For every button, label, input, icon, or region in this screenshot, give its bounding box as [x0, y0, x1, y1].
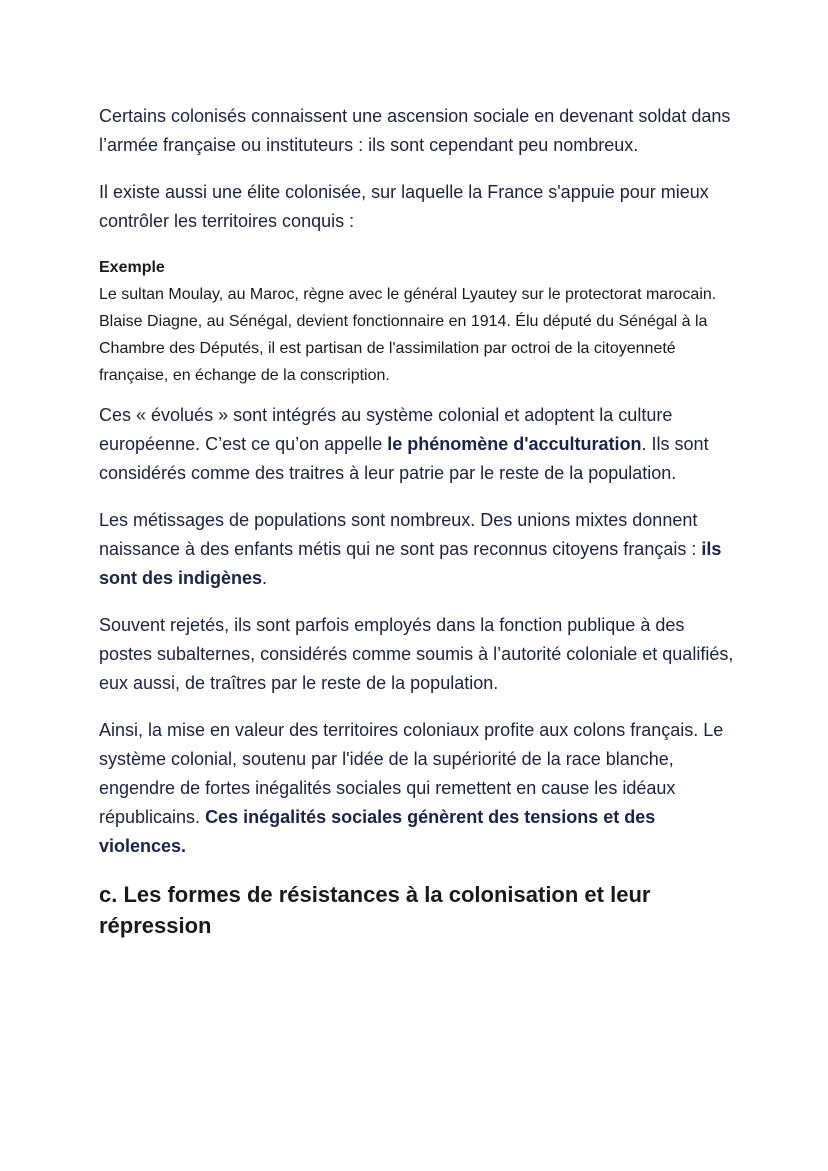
paragraph-metissages	[99, 506, 739, 593]
paragraph-text: Il existe aussi une élite colonisée, sur laquelle la France s'appuie pour mieux contrôler les territoires conquis :	[99, 182, 709, 231]
example-line-diagne: Blaise Diagne, au Sénégal, devient fonctionnaire en 1914. Élu député du Sénégal à la Chambre des Députés, il est partisan de l'assimilation par octroi de la citoyenneté française, en échange de la conscription.	[99, 313, 708, 384]
paragraph-evolues	[99, 401, 739, 488]
example-title: Exemple	[99, 259, 165, 276]
example-block	[99, 254, 739, 389]
paragraph-rejetes	[99, 611, 739, 698]
example-line-moulay: Le sultan Moulay, au Maroc, règne avec le général Lyautey sur le protectorat marocain.	[99, 286, 717, 303]
paragraph-text: Ces « évolués » sont intégrés au système colonial et adoptent la culture européenne. C’est ce qu’on appelle	[99, 405, 673, 454]
paragraph-text: . Ils sont considérés comme des traitres à leur patrie par le reste de la population.	[99, 434, 709, 483]
paragraph-text: Souvent rejetés, ils sont parfois employés dans la fonction publique à des postes subalternes, considérés comme soumis à l’autorité coloniale et qualifiés, eux aussi, de traîtres par le reste de la population.	[99, 615, 734, 693]
paragraph-text: .	[262, 568, 268, 588]
paragraph-elite	[99, 178, 739, 236]
section-heading: c. Les formes de résistances à la colonisation et leur répression	[99, 882, 651, 938]
highlight-inegalites: Ces inégalités sociales génèrent des tensions et des violences.	[99, 807, 656, 856]
paragraph-text: Certains colonisés connaissent une ascension sociale en devenant soldat dans l’armée française ou instituteurs : ils sont cependant peu nombreux.	[99, 106, 731, 155]
highlight-indigenes: ils sont des indigènes	[99, 539, 722, 588]
paragraph-ascension	[99, 102, 739, 160]
highlight-acculturation: le phénomène d'acculturation	[387, 434, 642, 454]
paragraph-text: Les métissages de populations sont nombreux. Des unions mixtes donnent naissance à des enfants métis qui ne sont pas reconnus citoyens français :	[99, 510, 702, 559]
document-body	[99, 102, 739, 941]
paragraph-ainsi	[99, 716, 739, 861]
paragraph-text: Ainsi, la mise en valeur des territoires coloniaux profite aux colons français. Le système colonial, soutenu par l'idée de la supériorité de la race blanche, engendre de fortes inégalités sociales qui remettent en cause les idéaux républicains.	[99, 720, 724, 827]
